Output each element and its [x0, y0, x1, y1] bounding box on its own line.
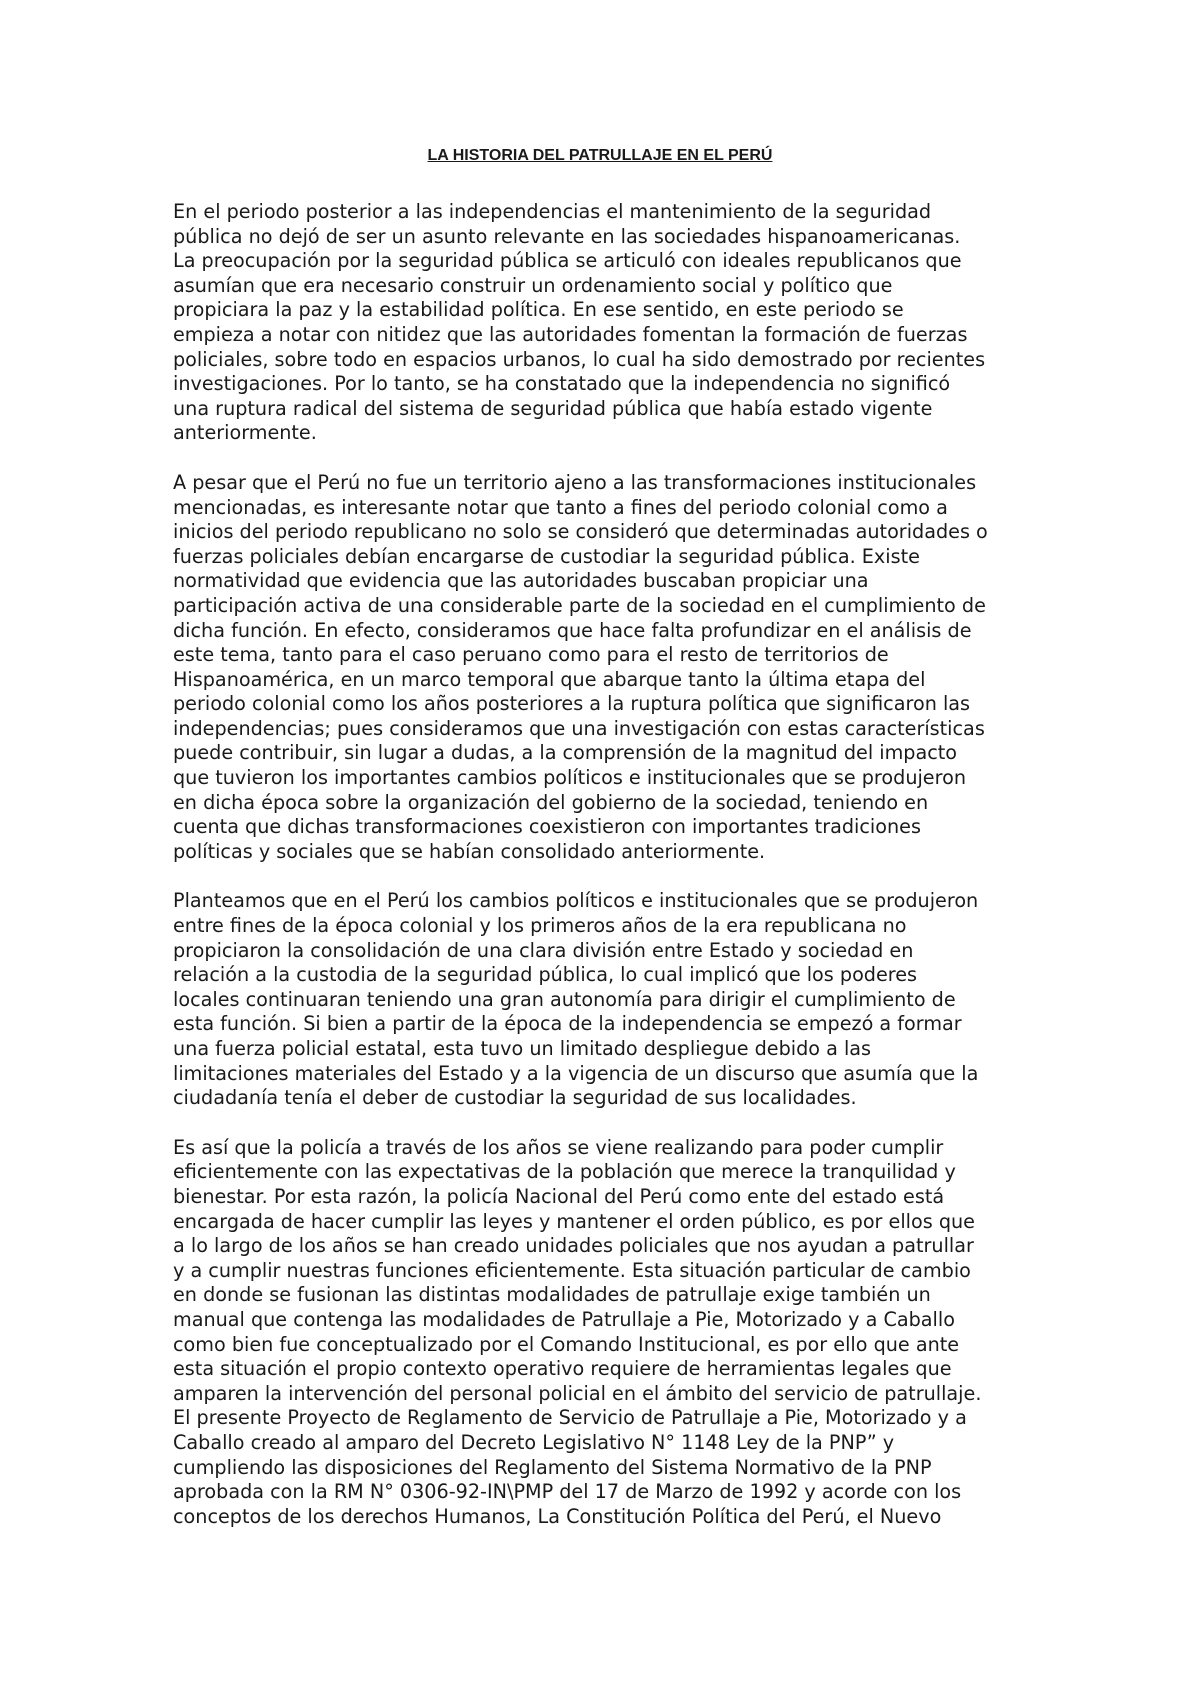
document-title: LA HISTORIA DEL PATRULLAJE EN EL PERÚ [427, 147, 773, 164]
text-line: independencias; pues consideramos que una investigación con estas características [173, 716, 985, 740]
document-body [173, 200, 1043, 1554]
text-line: bienestar. Por esta razón, la policía Nacional del Perú como ente del estado está [173, 1184, 945, 1208]
text-line: Planteamos que en el Perú los cambios políticos e institucionales que se produjeron [173, 889, 979, 913]
text-line: empieza a notar con nitidez que las autoridades fomentan la formación de fuerzas [173, 322, 968, 346]
text-line: policiales, sobre todo en espacios urbanos, lo cual ha sido demostrado por recientes [173, 347, 986, 371]
text-line: fuerzas policiales debían encargarse de custodiar la seguridad pública. Existe [173, 544, 920, 568]
text-line: este tema, tanto para el caso peruano como para el resto de territorios de [173, 643, 889, 667]
text-line: a lo largo de los años se han creado unidades policiales que nos ayudan a patrullar [173, 1234, 974, 1258]
text-line: anteriormente. [173, 421, 317, 445]
text-line: propiciaron la consolidación de una clara división entre Estado y sociedad en [173, 938, 914, 962]
text-line: pública no dejó de ser un asunto relevante en las sociedades hispanoamericanas. [173, 224, 961, 248]
text-line: encargada de hacer cumplir las leyes y mantener el orden público, es por ellos que [173, 1209, 975, 1233]
text-line: investigaciones. Por lo tanto, se ha constatado que la independencia no significó [173, 372, 951, 396]
text-line: una ruptura radical del sistema de seguridad pública que había estado vigente [173, 396, 933, 420]
text-line: En el periodo posterior a las independencias el mantenimiento de la seguridad [173, 200, 932, 223]
text-line: relación a la custodia de la seguridad pública, lo cual implicó que los poderes [173, 963, 918, 987]
paragraph [173, 889, 1043, 1110]
text-line: políticas y sociales que se habían consolidado anteriormente. [173, 839, 766, 863]
text-line: limitaciones materiales del Estado y a la vigencia de un discurso que asumía que la [173, 1061, 979, 1085]
text-line: A pesar que el Perú no fue un territorio ajeno a las transformaciones institucionales [173, 470, 977, 494]
text-line: una fuerza policial estatal, esta tuvo un limitado despliegue debido a las [173, 1037, 872, 1060]
text-line: amparen la intervención del personal policial en el ámbito del servicio de patrullaje. [173, 1381, 982, 1405]
text-line: mencionadas, es interesante notar que tanto a fines del periodo colonial como a [173, 495, 948, 519]
text-line: El presente Proyecto de Reglamento de Servicio de Patrullaje a Pie, Motorizado y a [173, 1406, 967, 1430]
text-line: esta función. Si bien a partir de la época de la independencia se empezó a formar [173, 1012, 962, 1036]
text-line: puede contribuir, sin lugar a dudas, a la comprensión de la magnitud del impacto [173, 741, 958, 765]
text-line: La preocupación por la seguridad pública se articuló con ideales republicanos que [173, 249, 962, 273]
text-line: asumían que era necesario construir un ordenamiento social y político que [173, 273, 893, 297]
text-line: Caballo creado al amparo del Decreto Legislativo N° 1148 Ley de la PNP” y [173, 1430, 895, 1454]
paragraph [173, 200, 1043, 446]
text-line: entre fines de la época colonial y los primeros años de la era republicana no [173, 914, 907, 938]
text-line: cuenta que dichas transformaciones coexistieron con importantes tradiciones [173, 815, 921, 839]
text-line: esta situación el propio contexto operativo requiere de herramientas legales que [173, 1357, 952, 1381]
text-line: ciudadanía tenía el deber de custodiar la seguridad de sus localidades. [173, 1086, 857, 1110]
text-line: normatividad que evidencia que las autoridades buscaban propiciar una [173, 569, 869, 593]
text-line: locales continuaran teniendo una gran autonomía para dirigir el cumplimiento de [173, 987, 956, 1011]
text-line: dicha función. En efecto, consideramos que hace falta profundizar en el análisis de [173, 618, 972, 642]
text-line: en donde se fusionan las distintas modalidades de patrullaje exige también un [173, 1283, 931, 1307]
text-line: conceptos de los derechos Humanos, La Constitución Política del Perú, el Nuevo [173, 1504, 942, 1528]
paragraph [173, 1136, 1043, 1530]
text-line: como bien fue conceptualizado por el Comando Institucional, es por ello que ante [173, 1332, 960, 1356]
text-line: que tuvieron los importantes cambios políticos e institucionales que se produjeron [173, 766, 966, 790]
text-line: eficientemente con las expectativas de la población que merece la tranquilidad y [173, 1160, 956, 1184]
text-line: cumpliendo las disposiciones del Reglamento del Sistema Normativo de la PNP [173, 1455, 932, 1479]
text-line: Hispanoamérica, en un marco temporal que abarque tanto la última etapa del [173, 667, 926, 691]
text-line: y a cumplir nuestras funciones eficientemente. Esta situación particular de cambio [173, 1258, 971, 1282]
paragraph [173, 471, 1043, 865]
text-line: manual que contenga las modalidades de Patrullaje a Pie, Motorizado y a Caballo [173, 1307, 955, 1331]
text-line: en dicha época sobre la organización del gobierno de la sociedad, teniendo en [173, 790, 929, 814]
text-line: aprobada con la RM N° 0306-92-IN\PMP del 17 de Marzo de 1992 y acorde con los [173, 1480, 962, 1504]
text-line: propiciara la paz y la estabilidad política. En ese sentido, en este periodo se [173, 298, 904, 322]
text-line: Es así que la policía a través de los años se viene realizando para poder cumplir [173, 1135, 944, 1159]
text-line: periodo colonial como los años posteriores a la ruptura política que significaron las [173, 692, 971, 716]
text-line: inicios del periodo republicano no solo se consideró que determinadas autoridades o [173, 520, 988, 544]
text-line: participación activa de una considerable parte de la sociedad en el cumplimiento de [173, 593, 986, 617]
